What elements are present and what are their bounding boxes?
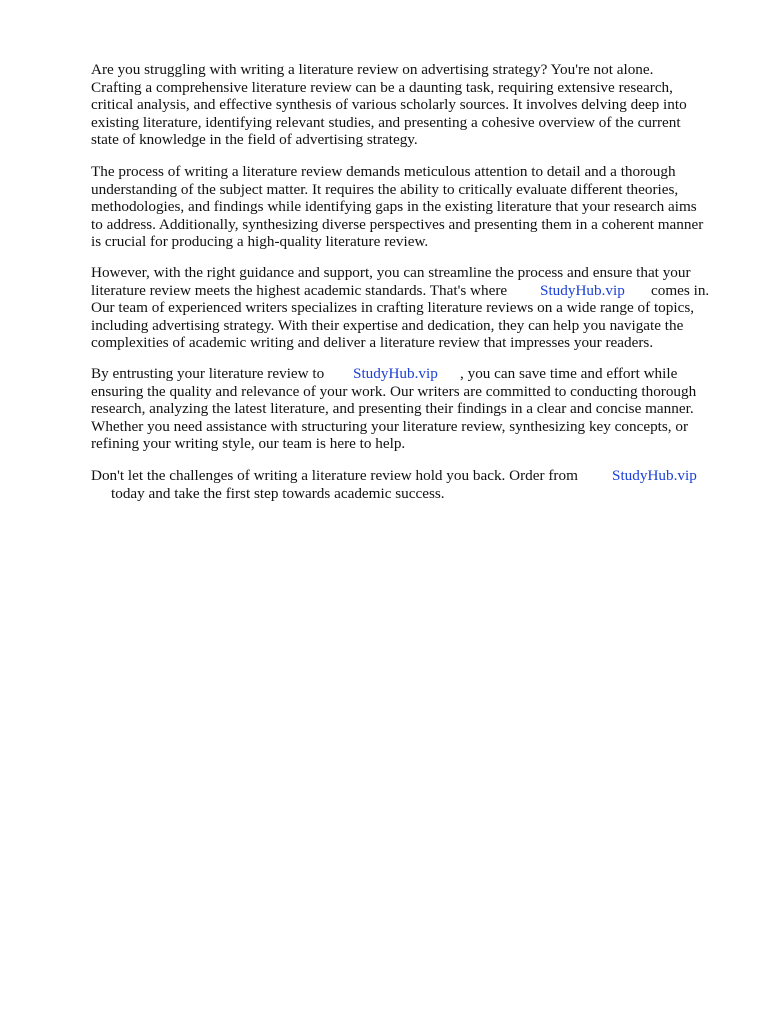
text-line: Our team of experienced writers specializes in crafting literature reviews on a wide range of topics, xyxy=(91,299,695,316)
text-line: state of knowledge in the field of advertising strategy. xyxy=(91,131,418,148)
text-line: Crafting a comprehensive literature review can be a daunting task, requiring extensive research, xyxy=(91,78,673,96)
studyhub-link[interactable]: StudyHub.vip xyxy=(612,467,697,484)
text-line: Don't let the challenges of writing a literature review hold you back. Order from xyxy=(91,467,578,484)
text-line: complexities of academic writing and deliver a literature review that impresses your readers. xyxy=(91,334,654,351)
studyhub-link[interactable]: StudyHub.vip xyxy=(540,281,625,299)
text-line: to address. Additionally, synthesizing diverse perspectives and presenting them in a coherent manner xyxy=(91,215,704,233)
studyhub-link[interactable]: StudyHub.vip xyxy=(353,365,438,382)
text-line: existing literature, identifying relevant studies, and presenting a cohesive overview of the current xyxy=(91,113,681,131)
text-line: The process of writing a literature review demands meticulous attention to detail and a thorough xyxy=(91,163,676,180)
text-line: is crucial for producing a high-quality literature review. xyxy=(91,233,429,250)
text-line: including advertising strategy. With their expertise and dedication, they can help you navigate the xyxy=(91,316,684,334)
text-line: ensuring the quality and relevance of your work. Our writers are committed to conducting thorough xyxy=(91,382,697,400)
text-line: critical analysis, and effective synthesis of various scholarly sources. It involves delving deep into xyxy=(91,96,687,113)
text-line: understanding of the subject matter. It requires the ability to critically evaluate different theories, xyxy=(91,180,679,198)
text-line: today and take the first step towards academic success. xyxy=(111,484,445,502)
text-line: research, analyzing the latest literature, and presenting their findings in a clear and concise manner. xyxy=(91,400,694,417)
text-line: methodologies, and findings while identifying gaps in the existing literature that your research aims xyxy=(91,198,697,215)
text-line: Whether you need assistance with structuring your literature review, synthesizing key concepts, or xyxy=(91,417,689,435)
text-line: refining your writing style, our team is here to help. xyxy=(91,435,406,452)
text-line: However, with the right guidance and support, you can streamline the process and ensure that your xyxy=(91,264,691,281)
text-line: Are you struggling with writing a literature review on advertising strategy? You're not alone. xyxy=(91,61,654,78)
text-line: , you can save time and effort while xyxy=(460,365,678,382)
text-line: comes in. xyxy=(651,281,710,299)
text-line: literature review meets the highest academic standards. That's where xyxy=(91,281,508,299)
text-line: By entrusting your literature review to xyxy=(91,365,325,382)
